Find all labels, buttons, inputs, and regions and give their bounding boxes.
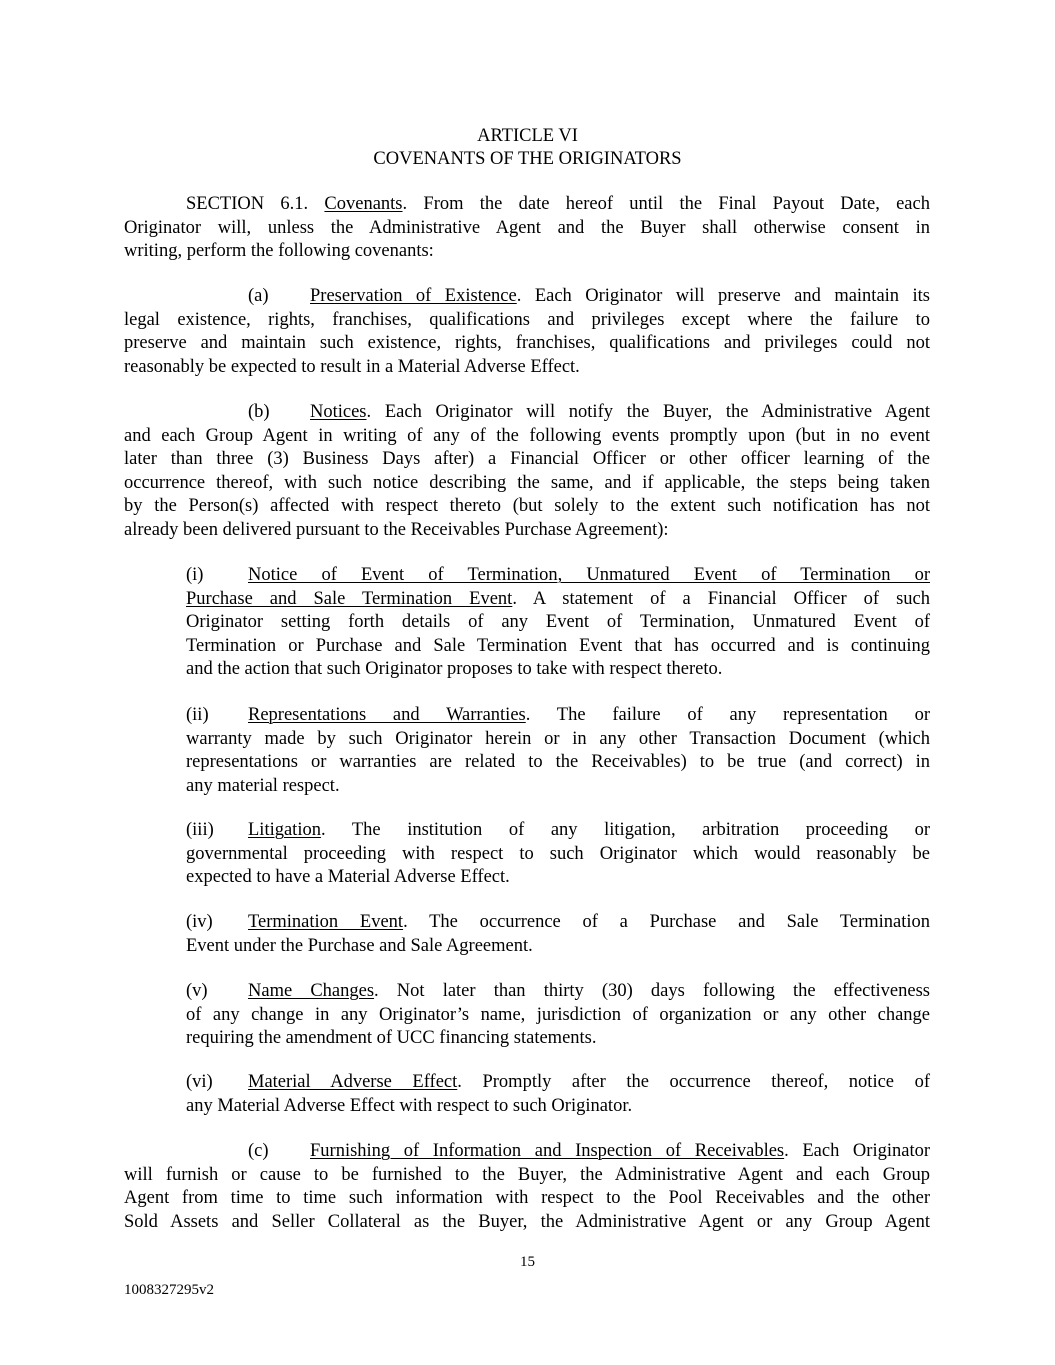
item-marker: (vi) [186,1072,213,1092]
body-text: legal existence, rights, franchises, qualifications and privileges except where the failure to [124,309,930,330]
section-heading: Material Adverse Effect [248,1072,458,1092]
text-line [186,1027,930,1051]
text-line [186,866,930,890]
section-heading: Purchase and Sale Termination Event [186,588,513,609]
text-line [186,588,930,612]
body-text: . Not later than thirty (30) days following the effectiveness [374,981,930,1001]
text-line [124,519,930,543]
body-text: occurrence thereof, with such notice describing the same, and if applicable, the steps being taken [124,472,930,493]
text-line [186,704,930,728]
body-text: expected to have a Material Adverse Effect. [186,867,510,888]
text-line [186,193,930,217]
body-text: Agent from time to time such information with respect to the Pool Receivables and the other [124,1188,930,1209]
paragraph-covenant-c [124,1140,930,1234]
body-text: Originator setting forth details of any Event of Termination, Unmatured Event of [186,612,930,633]
paragraph-notice-ii [186,704,930,798]
text-line [124,217,930,241]
text-line [124,332,930,356]
text-line [186,1004,930,1028]
body-text: . A statement of a Financial Officer of such [512,588,930,609]
body-text: . From the date hereof until the Final Payout Date, each [402,194,930,214]
body-text: Event under the Purchase and Sale Agreement. [186,935,533,956]
text-line [186,658,930,682]
text-line [124,425,930,449]
text-line [124,472,930,496]
text-line [186,1071,930,1095]
paragraph-covenant-a [124,285,930,379]
body-text: Originator will, unless the Administrative Agent and the Buyer shall otherwise consent in [124,217,930,238]
body-text: . The occurrence of a Purchase and Sale Termination [403,912,930,932]
body-text: . The failure of any representation or [525,705,930,725]
document-id: 1008327295v2 [124,1282,214,1298]
paragraph-notice-iii [186,819,930,890]
body-text: will furnish or cause to be furnished to the Buyer, the Administrative Agent and each Group [124,1164,930,1185]
body-text: reasonably be expected to result in a Material Adverse Effect. [124,356,580,377]
page-number: 15 [520,1254,535,1270]
section-heading: Termination Event [248,912,404,932]
body-text: warranty made by such Originator herein or in any other Transaction Document (which [186,728,930,749]
text-line [186,843,930,867]
item-marker: (iii) [186,820,214,840]
text-line [186,728,930,752]
body-text: governmental proceeding with respect to such Originator which would reasonably be [186,843,930,864]
text-line [186,564,930,588]
body-text: any Material Adverse Effect with respect to such Originator. [186,1095,633,1116]
text-line [124,240,930,264]
body-text: already been delivered pursuant to the Receivables Purchase Agreement): [124,519,669,540]
text-line [124,495,930,519]
body-text: and each Group Agent in writing of any of the following events promptly upon (but in no event [124,425,930,446]
paragraph-notice-vi [186,1071,930,1118]
body-text: . Each Originator [784,1141,930,1161]
body-text: by the Person(s) affected with respect thereto (but solely to the extent such notification has not [124,496,930,517]
item-marker: (ii) [186,705,209,725]
text-line [186,980,930,1004]
section-heading: Notice of Event of Termination, Unmatured Event of Termination or [248,565,930,585]
text-line [248,1140,930,1164]
item-marker: (a) [248,286,269,306]
body-text: SECTION 6.1. [186,194,325,214]
paragraph-section-6-1 [124,193,930,264]
body-text: Sold Assets and Seller Collateral as the Buyer, the Administrative Agent or any Group Agent [124,1211,930,1232]
body-text: preserve and maintain such existence, rights, franchises, qualifications and privileges could not [124,333,930,354]
text-line [124,1211,930,1235]
text-line [186,935,930,959]
body-text: . The institution of any litigation, arbitration proceeding or [320,820,930,840]
section-heading: Notices [310,402,367,422]
text-line [186,751,930,775]
paragraph-notice-v [186,980,930,1051]
item-marker: (v) [186,981,208,1001]
item-marker: (iv) [186,912,213,932]
section-heading: Name Changes [248,981,375,1001]
article-number: ARTICLE VI [477,126,578,146]
body-text: writing, perform the following covenants: [124,241,434,262]
body-text: . Each Originator will preserve and maintain its [516,286,930,306]
text-line [124,1187,930,1211]
text-line [186,775,930,799]
body-text: Termination or Purchase and Sale Termination Event that has occurred and is continuing [186,635,930,656]
body-text: and the action that such Originator proposes to take with respect thereto. [186,659,723,680]
body-text: requiring the amendment of UCC financing statements. [186,1028,597,1049]
item-marker: (i) [186,565,204,585]
text-line [186,911,930,935]
article-title: COVENANTS OF THE ORIGINATORS [373,149,682,169]
text-line [186,635,930,659]
text-line [186,819,930,843]
item-marker: (b) [248,402,270,422]
paragraph-covenant-b [124,401,930,543]
section-heading: Preservation of Existence [310,286,517,306]
body-text: any material respect. [186,775,340,796]
body-text: of any change in any Originator’s name, jurisdiction of organization or any other change [186,1004,930,1025]
text-line [124,309,930,333]
text-line [186,611,930,635]
section-heading: Representations and Warranties [248,705,526,725]
body-text: . Promptly after the occurrence thereof, notice of [457,1072,930,1092]
paragraph-notice-i [186,564,930,682]
paragraph-notice-iv [186,911,930,958]
text-line [124,448,930,472]
item-marker: (c) [248,1141,269,1161]
section-heading: Covenants [324,194,403,214]
text-line [124,356,930,380]
text-line [186,1095,930,1119]
text-line [124,1164,930,1188]
body-text: . Each Originator will notify the Buyer, the Administrative Agent [366,402,930,422]
text-line [248,285,930,309]
section-heading: Furnishing of Information and Inspection of Receivables [310,1141,785,1161]
body-text: representations or warranties are related to the Receivables) to be true (and correct) in [186,752,930,773]
body-text: later than three (3) Business Days after) a Financial Officer or other officer learning of the [124,449,930,470]
text-line [248,401,930,425]
section-heading: Litigation [248,820,321,840]
